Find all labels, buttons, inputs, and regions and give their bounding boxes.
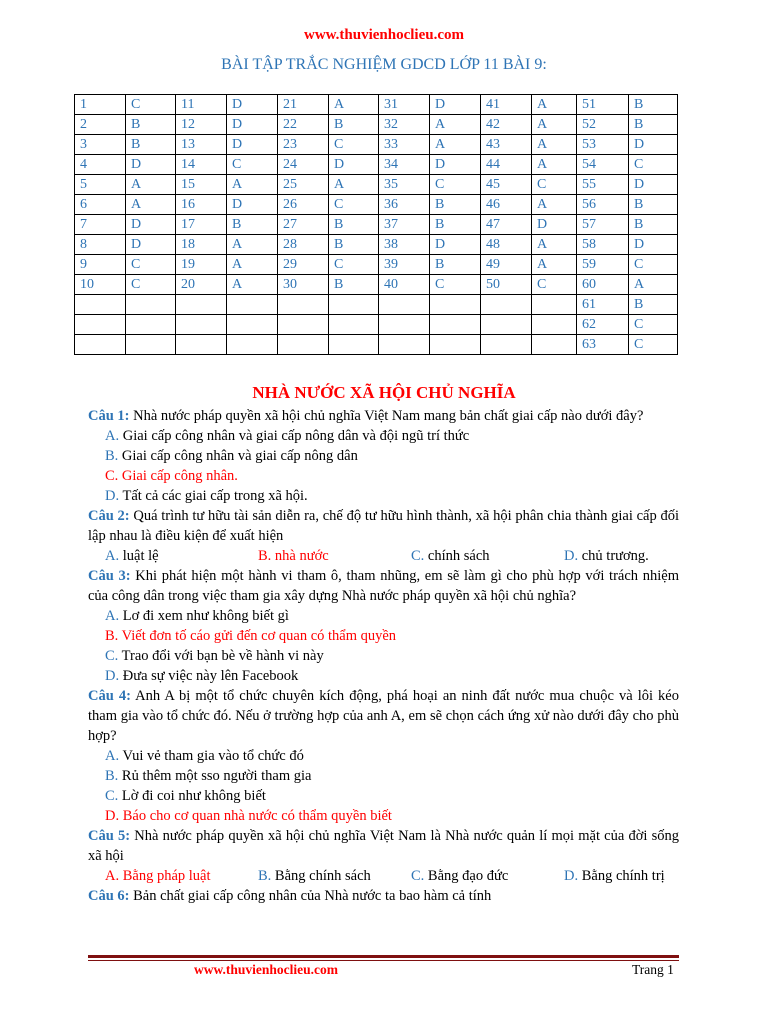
question-number-cell: 47 — [481, 215, 532, 235]
question-number-cell — [278, 335, 329, 355]
option-text: Lờ đi coi như không biết — [121, 788, 266, 804]
question-1 — [88, 406, 679, 426]
answer-cell: D — [430, 155, 481, 175]
question-number: Câu 3: — [88, 568, 131, 584]
answer-cell — [430, 335, 481, 355]
answer-cell: A — [532, 235, 577, 255]
option-a — [105, 546, 258, 566]
table-row — [75, 315, 678, 335]
answer-cell: C — [532, 175, 577, 195]
answer-cell: A — [430, 135, 481, 155]
question-number-cell: 55 — [577, 175, 629, 195]
answer-cell: A — [532, 135, 577, 155]
answer-cell — [227, 315, 278, 335]
question-text: Nhà nước pháp quyền xã hội chủ nghĩa Việt Nam là Nhà nước quản lí mọi mặt của đời sống xã hội — [88, 828, 679, 864]
question-number-cell: 29 — [278, 255, 329, 275]
option-c-correct — [88, 466, 679, 486]
answer-cell — [329, 315, 379, 335]
option-d — [88, 666, 679, 686]
question-number-cell: 18 — [176, 235, 227, 255]
answer-cell: C — [430, 275, 481, 295]
option-text: Đưa sự việc này lên Facebook — [122, 668, 299, 684]
option-text: Bằng đạo đức — [427, 868, 509, 884]
question-number-cell: 52 — [577, 115, 629, 135]
question-number-cell: 23 — [278, 135, 329, 155]
question-text: Nhà nước pháp quyền xã hội chủ nghĩa Việt Nam mang bản chất giai cấp nào dưới đây? — [129, 408, 644, 424]
question-number-cell: 30 — [278, 275, 329, 295]
question-number-cell: 59 — [577, 255, 629, 275]
option-letter: A. — [105, 428, 120, 444]
option-text: Bằng chính trị — [581, 868, 665, 884]
option-c — [88, 646, 679, 666]
question-number-cell: 33 — [379, 135, 430, 155]
footer-rule-thin — [88, 960, 679, 961]
answer-cell: B — [126, 135, 176, 155]
option-text: Trao đổi với bạn bè về hành vi này — [121, 648, 324, 664]
options-row — [88, 866, 679, 886]
question-number-cell — [75, 315, 126, 335]
question-number-cell: 17 — [176, 215, 227, 235]
option-letter: C. — [411, 548, 425, 564]
question-number: Câu 6: — [88, 888, 130, 904]
answer-cell: A — [532, 155, 577, 175]
answer-cell: B — [629, 215, 678, 235]
answer-cell — [532, 315, 577, 335]
option-letter: B. — [258, 548, 272, 564]
question-number-cell — [75, 295, 126, 315]
answer-cell: B — [329, 275, 379, 295]
question-number-cell — [481, 315, 532, 335]
question-number-cell: 38 — [379, 235, 430, 255]
question-number-cell: 43 — [481, 135, 532, 155]
question-number-cell: 22 — [278, 115, 329, 135]
question-number-cell: 63 — [577, 335, 629, 355]
answer-cell: D — [430, 235, 481, 255]
question-number-cell: 15 — [176, 175, 227, 195]
option-letter: C. — [105, 648, 119, 664]
answer-cell: C — [629, 335, 678, 355]
site-url-footer[interactable]: www.thuvienhoclieu.com — [194, 962, 339, 977]
answer-cell: B — [329, 115, 379, 135]
question-number-cell: 42 — [481, 115, 532, 135]
question-number-cell: 1 — [75, 95, 126, 115]
option-b — [258, 866, 411, 886]
option-text: Rủ thêm một sso người tham gia — [121, 768, 312, 784]
question-number-cell: 12 — [176, 115, 227, 135]
question-number-cell: 2 — [75, 115, 126, 135]
answer-cell: D — [430, 95, 481, 115]
question-text: Anh A bị một tổ chức chuyên kích động, phá hoại an ninh đất nước mua chuộc và lôi kéo tham gia vào tổ chức đó. Nếu ở trường hợp của anh A, em sẽ chọn cách ứng xử nào dưới đây cho phù hợp? — [88, 688, 679, 744]
question-number-cell — [176, 335, 227, 355]
answer-cell — [126, 335, 176, 355]
option-text: Giai cấp công nhân. — [121, 468, 238, 484]
question-5 — [88, 826, 679, 866]
answer-cell: D — [126, 215, 176, 235]
answer-cell — [126, 295, 176, 315]
question-number-cell: 4 — [75, 155, 126, 175]
question-number-cell: 39 — [379, 255, 430, 275]
question-number: Câu 1: — [88, 408, 130, 424]
option-text: Tất cả các giai cấp trong xã hội. — [122, 488, 308, 504]
question-number-cell — [176, 315, 227, 335]
answer-cell: B — [430, 195, 481, 215]
option-letter: D. — [564, 548, 579, 564]
option-d — [88, 486, 679, 506]
question-number-cell: 5 — [75, 175, 126, 195]
option-b — [88, 446, 679, 466]
question-number-cell: 34 — [379, 155, 430, 175]
question-number-cell: 31 — [379, 95, 430, 115]
option-letter: D. — [105, 808, 120, 824]
option-c — [88, 786, 679, 806]
answer-cell: B — [629, 295, 678, 315]
option-letter: C. — [105, 468, 119, 484]
option-text: Vui vẻ tham gia vào tổ chức đó — [122, 748, 304, 764]
option-text: Lơ đi xem như không biết gì — [122, 608, 289, 624]
question-number-cell: 58 — [577, 235, 629, 255]
question-number-cell: 35 — [379, 175, 430, 195]
question-number-cell: 25 — [278, 175, 329, 195]
option-text: Viết đơn tố cáo gửi đến cơ quan có thẩm quyền — [121, 628, 397, 644]
answer-cell: D — [126, 155, 176, 175]
option-letter: B. — [105, 628, 119, 644]
option-text: Báo cho cơ quan nhà nước có thẩm quyền biết — [122, 808, 392, 824]
question-number-cell: 10 — [75, 275, 126, 295]
answer-cell: B — [629, 95, 678, 115]
question-number-cell: 49 — [481, 255, 532, 275]
answer-table — [74, 94, 678, 355]
question-number-cell: 6 — [75, 195, 126, 215]
question-number-cell: 7 — [75, 215, 126, 235]
answer-cell: D — [126, 235, 176, 255]
answer-cell: C — [430, 175, 481, 195]
table-row — [75, 155, 678, 175]
table-row — [75, 195, 678, 215]
question-4 — [88, 686, 679, 746]
question-number-cell: 27 — [278, 215, 329, 235]
question-number-cell: 53 — [577, 135, 629, 155]
option-text: nhà nước — [274, 548, 329, 564]
question-number-cell — [176, 295, 227, 315]
answer-cell — [329, 335, 379, 355]
answer-cell: C — [629, 315, 678, 335]
answer-cell: A — [227, 235, 278, 255]
answer-cell — [532, 335, 577, 355]
option-text: Bằng pháp luật — [122, 868, 211, 884]
answer-cell: D — [227, 135, 278, 155]
answer-cell: C — [227, 155, 278, 175]
option-letter: D. — [105, 668, 120, 684]
option-b-correct — [88, 626, 679, 646]
option-d-correct — [88, 806, 679, 826]
answer-cell: A — [430, 115, 481, 135]
question-number-cell: 28 — [278, 235, 329, 255]
question-number-cell: 24 — [278, 155, 329, 175]
footer-rule-thick — [88, 955, 679, 958]
question-number-cell — [379, 315, 430, 335]
question-number-cell: 13 — [176, 135, 227, 155]
table-row — [75, 255, 678, 275]
answer-cell: B — [126, 115, 176, 135]
answer-cell — [227, 335, 278, 355]
option-text: luật lệ — [122, 548, 159, 564]
question-number-cell: 21 — [278, 95, 329, 115]
options-row — [88, 546, 679, 566]
answer-cell: C — [126, 95, 176, 115]
answer-cell: A — [532, 95, 577, 115]
answer-cell: A — [629, 275, 678, 295]
question-number-cell: 50 — [481, 275, 532, 295]
answer-cell: A — [227, 255, 278, 275]
table-row — [75, 235, 678, 255]
question-number-cell: 36 — [379, 195, 430, 215]
question-number-cell — [379, 335, 430, 355]
answer-cell: B — [227, 215, 278, 235]
question-number-cell: 32 — [379, 115, 430, 135]
option-a — [88, 746, 679, 766]
question-number-cell — [379, 295, 430, 315]
question-number-cell: 57 — [577, 215, 629, 235]
table-row — [75, 295, 678, 315]
question-number-cell: 54 — [577, 155, 629, 175]
option-d — [564, 546, 649, 566]
answer-cell — [532, 295, 577, 315]
question-number-cell: 40 — [379, 275, 430, 295]
answer-cell: B — [629, 195, 678, 215]
question-number-cell: 56 — [577, 195, 629, 215]
option-letter: A. — [105, 748, 120, 764]
question-number-cell: 8 — [75, 235, 126, 255]
answer-cell — [329, 295, 379, 315]
question-3 — [88, 566, 679, 606]
option-a — [88, 426, 679, 446]
question-number-cell: 45 — [481, 175, 532, 195]
option-text: chính sách — [427, 548, 490, 564]
question-number-cell — [481, 335, 532, 355]
option-text: Bằng chính sách — [274, 868, 371, 884]
question-6 — [88, 886, 679, 906]
table-row — [75, 115, 678, 135]
option-c — [411, 866, 564, 886]
answer-cell: D — [227, 115, 278, 135]
answer-cell: C — [629, 155, 678, 175]
question-number-cell: 61 — [577, 295, 629, 315]
question-number-cell: 37 — [379, 215, 430, 235]
table-row — [75, 135, 678, 155]
answer-cell — [430, 295, 481, 315]
question-number-cell: 16 — [176, 195, 227, 215]
answer-cell: D — [227, 195, 278, 215]
question-number: Câu 4: — [88, 688, 131, 704]
option-letter: D. — [105, 488, 120, 504]
question-number-cell: 14 — [176, 155, 227, 175]
answer-cell: B — [329, 235, 379, 255]
option-c — [411, 546, 564, 566]
question-number-cell — [278, 315, 329, 335]
option-b — [88, 766, 679, 786]
answer-cell: A — [532, 115, 577, 135]
table-row — [75, 175, 678, 195]
option-text: Giai cấp công nhân và giai cấp nông dân — [121, 448, 358, 464]
option-letter: C. — [105, 788, 119, 804]
question-number-cell: 41 — [481, 95, 532, 115]
option-text: Giai cấp công nhân và giai cấp nông dân và đội ngũ trí thức — [122, 428, 470, 444]
answer-cell: B — [629, 115, 678, 135]
answer-cell: A — [126, 195, 176, 215]
answer-cell: C — [329, 195, 379, 215]
question-text: Bản chất giai cấp công nhân của Nhà nước ta bao hàm cả tính — [129, 888, 492, 904]
question-text: Quá trình tư hữu tài sản diễn ra, chế độ tư hữu hình thành, xã hội phân chia thành giai cấp đối lập nhau là điều kiện để xuất hiện — [88, 508, 679, 544]
answer-cell: A — [227, 275, 278, 295]
answer-cell: C — [126, 275, 176, 295]
question-number-cell: 51 — [577, 95, 629, 115]
option-b-correct — [258, 546, 411, 566]
option-letter: D. — [564, 868, 579, 884]
answer-cell: A — [329, 95, 379, 115]
answer-cell: D — [227, 95, 278, 115]
question-number-cell — [75, 335, 126, 355]
question-number-cell: 48 — [481, 235, 532, 255]
answer-cell: C — [532, 275, 577, 295]
section-title: NHÀ NƯỚC XÃ HỘI CHỦ NGHĨA — [252, 383, 516, 402]
answer-cell: A — [126, 175, 176, 195]
page-number: Trang 1 — [632, 962, 674, 977]
answer-cell: A — [329, 175, 379, 195]
question-number-cell — [481, 295, 532, 315]
answer-table-body — [75, 95, 678, 355]
question-number: Câu 2: — [88, 508, 130, 524]
option-letter: B. — [105, 448, 119, 464]
option-letter: A. — [105, 608, 120, 624]
answer-cell — [430, 315, 481, 335]
answer-cell: C — [329, 255, 379, 275]
table-row — [75, 95, 678, 115]
answer-cell: D — [629, 175, 678, 195]
answer-cell: C — [126, 255, 176, 275]
answer-cell: C — [329, 135, 379, 155]
page-title: BÀI TẬP TRẮC NGHIỆM GDCD LỚP 11 BÀI 9: — [221, 56, 547, 73]
option-letter: A. — [105, 868, 120, 884]
question-number-cell: 9 — [75, 255, 126, 275]
option-a-correct — [105, 866, 258, 886]
answer-cell: D — [629, 235, 678, 255]
question-number-cell: 11 — [176, 95, 227, 115]
option-letter: B. — [258, 868, 272, 884]
option-letter: B. — [105, 768, 119, 784]
answer-cell: A — [532, 255, 577, 275]
option-letter: C. — [411, 868, 425, 884]
answer-cell: C — [629, 255, 678, 275]
option-a — [88, 606, 679, 626]
question-number-cell: 60 — [577, 275, 629, 295]
option-d — [564, 866, 665, 886]
question-number-cell — [278, 295, 329, 315]
answer-cell: D — [629, 135, 678, 155]
table-row — [75, 275, 678, 295]
questions-block — [88, 406, 679, 906]
option-letter: A. — [105, 548, 120, 564]
question-2 — [88, 506, 679, 546]
answer-cell: B — [430, 255, 481, 275]
answer-cell: D — [532, 215, 577, 235]
question-text: Khi phát hiện một hành vi tham ô, tham nhũng, em sẽ làm gì cho phù hợp với trách nhiệm của công dân trong việc tham gia xây dựng Nhà nước pháp quyền xã hội chủ nghĩa? — [88, 568, 679, 604]
question-number-cell: 19 — [176, 255, 227, 275]
answer-cell: D — [329, 155, 379, 175]
answer-cell: A — [227, 175, 278, 195]
answer-cell — [126, 315, 176, 335]
table-row — [75, 335, 678, 355]
site-url-header[interactable]: www.thuvienhoclieu.com — [303, 27, 464, 43]
question-number-cell: 26 — [278, 195, 329, 215]
question-number-cell: 44 — [481, 155, 532, 175]
question-number-cell: 62 — [577, 315, 629, 335]
question-number-cell: 20 — [176, 275, 227, 295]
answer-cell — [227, 295, 278, 315]
answer-cell: B — [329, 215, 379, 235]
question-number-cell: 3 — [75, 135, 126, 155]
answer-cell: A — [532, 195, 577, 215]
question-number-cell: 46 — [481, 195, 532, 215]
answer-cell: B — [430, 215, 481, 235]
question-number: Câu 5: — [88, 828, 131, 844]
option-text: chủ trương. — [581, 548, 649, 564]
table-row — [75, 215, 678, 235]
